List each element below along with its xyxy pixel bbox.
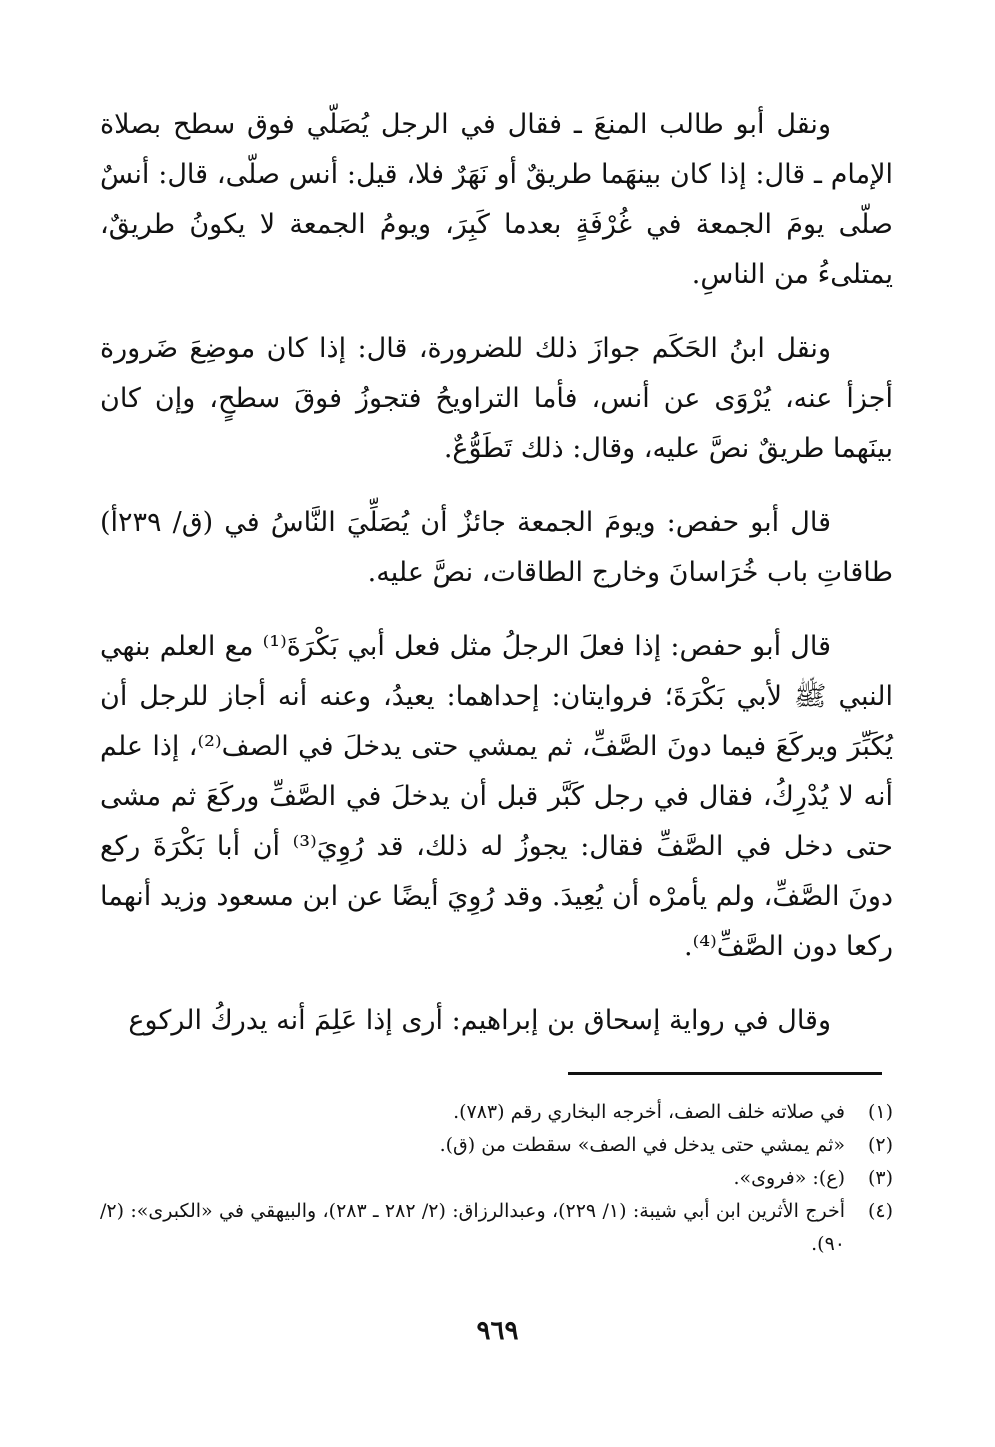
page-number: ٩٦٩ bbox=[476, 1316, 519, 1346]
footnote-text: «ثم يمشي حتى يدخل في الصف» سقطت من (ق). bbox=[439, 1134, 845, 1156]
footnote-text: أخرج الأثرين ابن أبي شيبة: (١/ ٢٢٩)، وعبدالرزاق: (٢/ ٢٨٢ ـ ٢٨٣)، والبيهقي في «الكبرى»: (٢/ ٩٠). bbox=[100, 1200, 846, 1255]
footnote-text: (ع): «فروى». bbox=[733, 1167, 845, 1189]
main-text bbox=[100, 100, 893, 1046]
paragraph-1: ونقل أبو طالب المنعَ ـ فقال في الرجل يُصَلّي فوق سطح بصلاة الإمام ـ قال: إذا كان بينهَما طريقٌ أو نَهَرٌ فلا، قيل: أنس صلّى، قال: أنسٌ صلّى يومَ الجمعة في غُرْفَةٍ بعدما كَبِرَ، ويومُ الجمعة لا يكونُ طريقٌ، يمتلىءُ من الناسِ. bbox=[100, 109, 893, 290]
footnote-number: (٣) bbox=[867, 1167, 893, 1189]
footnote-2 bbox=[100, 1129, 893, 1162]
footnote-number: (٢) bbox=[867, 1134, 893, 1156]
footnote-number: (١) bbox=[867, 1101, 893, 1123]
footnote-3 bbox=[100, 1162, 893, 1195]
footnote-number: (٤) bbox=[867, 1200, 893, 1222]
paragraph-2: ونقل ابنُ الحَكَم جوازَ ذلك للضرورة، قال: إذا كان موضِعَ ضَرورة أجزأ عنه، يُرْوَى عن أنس، فأما التراويحُ فتجوزُ فوقَ سطحٍ، وإن كان بينَهما طريقٌ نصَّ عليه، وقال: ذلك تَطَوُّعٌ. bbox=[100, 333, 893, 464]
footnotes bbox=[100, 1096, 893, 1261]
paragraph-3: قال أبو حفص: ويومَ الجمعة جائزٌ أن يُصَلِّيَ النَّاسُ في (ق/ ٢٣٩أ) طاقاتِ باب خُرَاسانَ وخارج الطاقات، نصَّ عليه. bbox=[100, 507, 893, 588]
paragraph-4: قال أبو حفص: إذا فعلَ الرجلُ مثل فعل أبي بَكْرَةَ⁽¹⁾ مع العلم بنهي النبي ﷺ لأبي بَكْرَةَ؛ فروايتان: إحداهما: يعيدُ، وعنه أنه أجاز للرجل أن يُكَبِّرَ ويركَعَ فيما دونَ الصَّفِّ، ثم يمشي حتى يدخلَ في الصف⁽²⁾، إذا علم أنه لا يُدْرِكُ، فقال في رجل كَبَّر قبل أن يدخلَ في الصَّفِّ وركَعَ ثم مشى حتى دخل في الصَّفِّ فقال: يجوزُ له ذلك، قد رُوِيَ⁽³⁾ أن أبا بَكْرَةَ ركع دونَ الصَّفِّ، ولم يأمرْه أن يُعِيدَ. وقد رُوِيَ أيضًا عن ابن مسعود وزيد أنهما ركعا دون الصَّفِّ⁽⁴⁾. bbox=[100, 631, 894, 962]
footnote-separator bbox=[568, 1072, 882, 1075]
paragraph-5: وقال في رواية إسحاق بن إبراهيم: أرى إذا عَلِمَ أنه يدركُ الركوع bbox=[128, 1005, 831, 1036]
footnote-4 bbox=[100, 1195, 893, 1261]
footnote-1 bbox=[100, 1096, 893, 1129]
footnote-text: في صلاته خلف الصف، أخرجه البخاري رقم (٧٨٣). bbox=[453, 1101, 845, 1123]
